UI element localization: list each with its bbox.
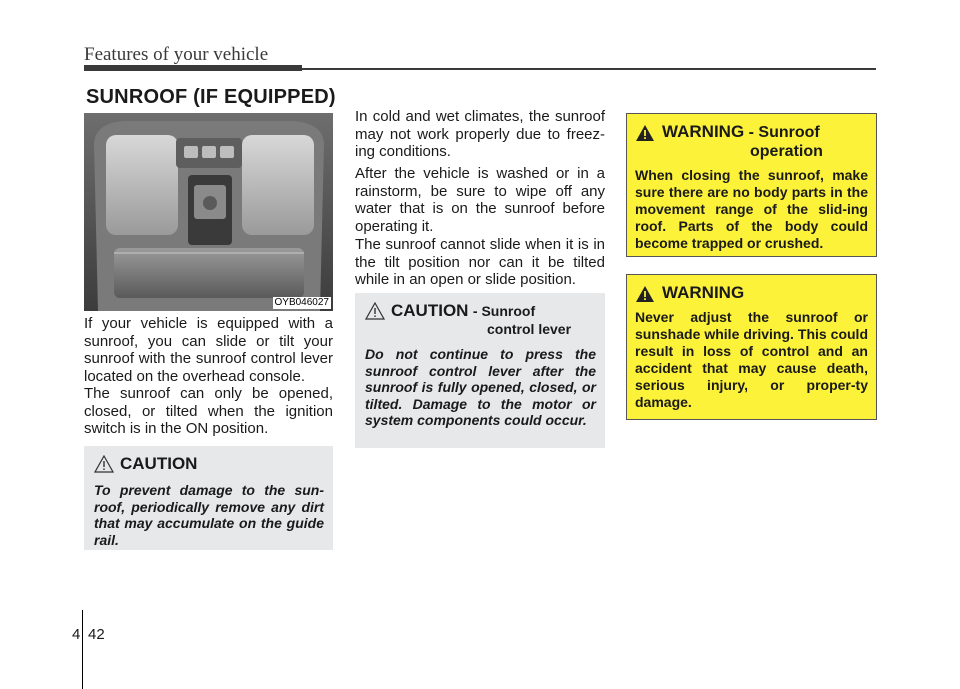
warning-body: When closing the sunroof, make sure there are no body parts in the movement range of the slid-ing roof. Parts of the body could become trapped or crushed. [635, 167, 868, 251]
warning-subtitle: - Sunroof [748, 124, 820, 141]
header-title: Features of your vehicle [84, 44, 269, 65]
caution-header [365, 301, 596, 338]
body-paragraph: In cold and wet climates, the sunroof may not work properly due to freez-ing conditions. [355, 108, 605, 160]
header-rule-thin [302, 68, 876, 70]
caution-body: To prevent damage to the sun-roof, periodically remove any dirt that may accumulate on the guide rail. [94, 482, 324, 548]
caution-body: Do not continue to press the sunroof control lever after the sunroof is fully opened, closed, or tilted. Damage to the motor or system components could occur. [365, 346, 596, 428]
header-rule-thick [84, 65, 302, 71]
warning-subtitle: operation [750, 143, 823, 160]
overhead-console-photo [84, 113, 333, 311]
caution-box-control-lever [355, 293, 605, 448]
page-chapter: 4 [72, 626, 81, 643]
page-number: 42 [88, 626, 105, 643]
page-divider [82, 610, 83, 689]
warning-header [635, 283, 868, 303]
body-paragraph: The sunroof can only be opened, closed, or tilted when the ignition switch is in the ON position. [84, 385, 333, 437]
body-paragraph: If your vehicle is equipped with a sunroof, you can slide or tilt your sunroof with the sunroof control lever located on the overhead console. [84, 315, 333, 385]
warning-box-sunroof-operation [626, 113, 877, 257]
caution-box-guide-rail [84, 446, 333, 550]
caution-title: CAUTION [120, 454, 198, 473]
caution-subtitle: - Sunroof [472, 303, 536, 319]
caution-title: CAUTION [391, 301, 469, 320]
warning-box-adjust-while-driving [626, 274, 877, 420]
caution-header [94, 454, 324, 474]
warning-triangle-icon [635, 285, 655, 303]
section-title: SUNROOF (IF EQUIPPED) [86, 86, 336, 108]
caution-subtitle: control lever [487, 321, 572, 337]
warning-header [635, 122, 868, 161]
caution-triangle-icon [365, 302, 385, 320]
warning-title: WARNING [662, 122, 745, 141]
warning-triangle-icon [635, 124, 655, 142]
photo-code: OYB046027 [274, 297, 329, 308]
warning-body: Never adjust the sunroof or sunshade while driving. This could result in loss of control and an accident that may cause death, serious injury, or proper-ty damage. [635, 309, 868, 410]
caution-triangle-icon [94, 455, 114, 473]
body-paragraph: After the vehicle is washed or in a rainstorm, be sure to wipe off any water that is on the sunroof before operating it. [355, 165, 605, 235]
body-paragraph: The sunroof cannot slide when it is in the tilt position nor can it be tilted while in an open or slide position. [355, 236, 605, 288]
warning-title: WARNING [662, 283, 745, 302]
